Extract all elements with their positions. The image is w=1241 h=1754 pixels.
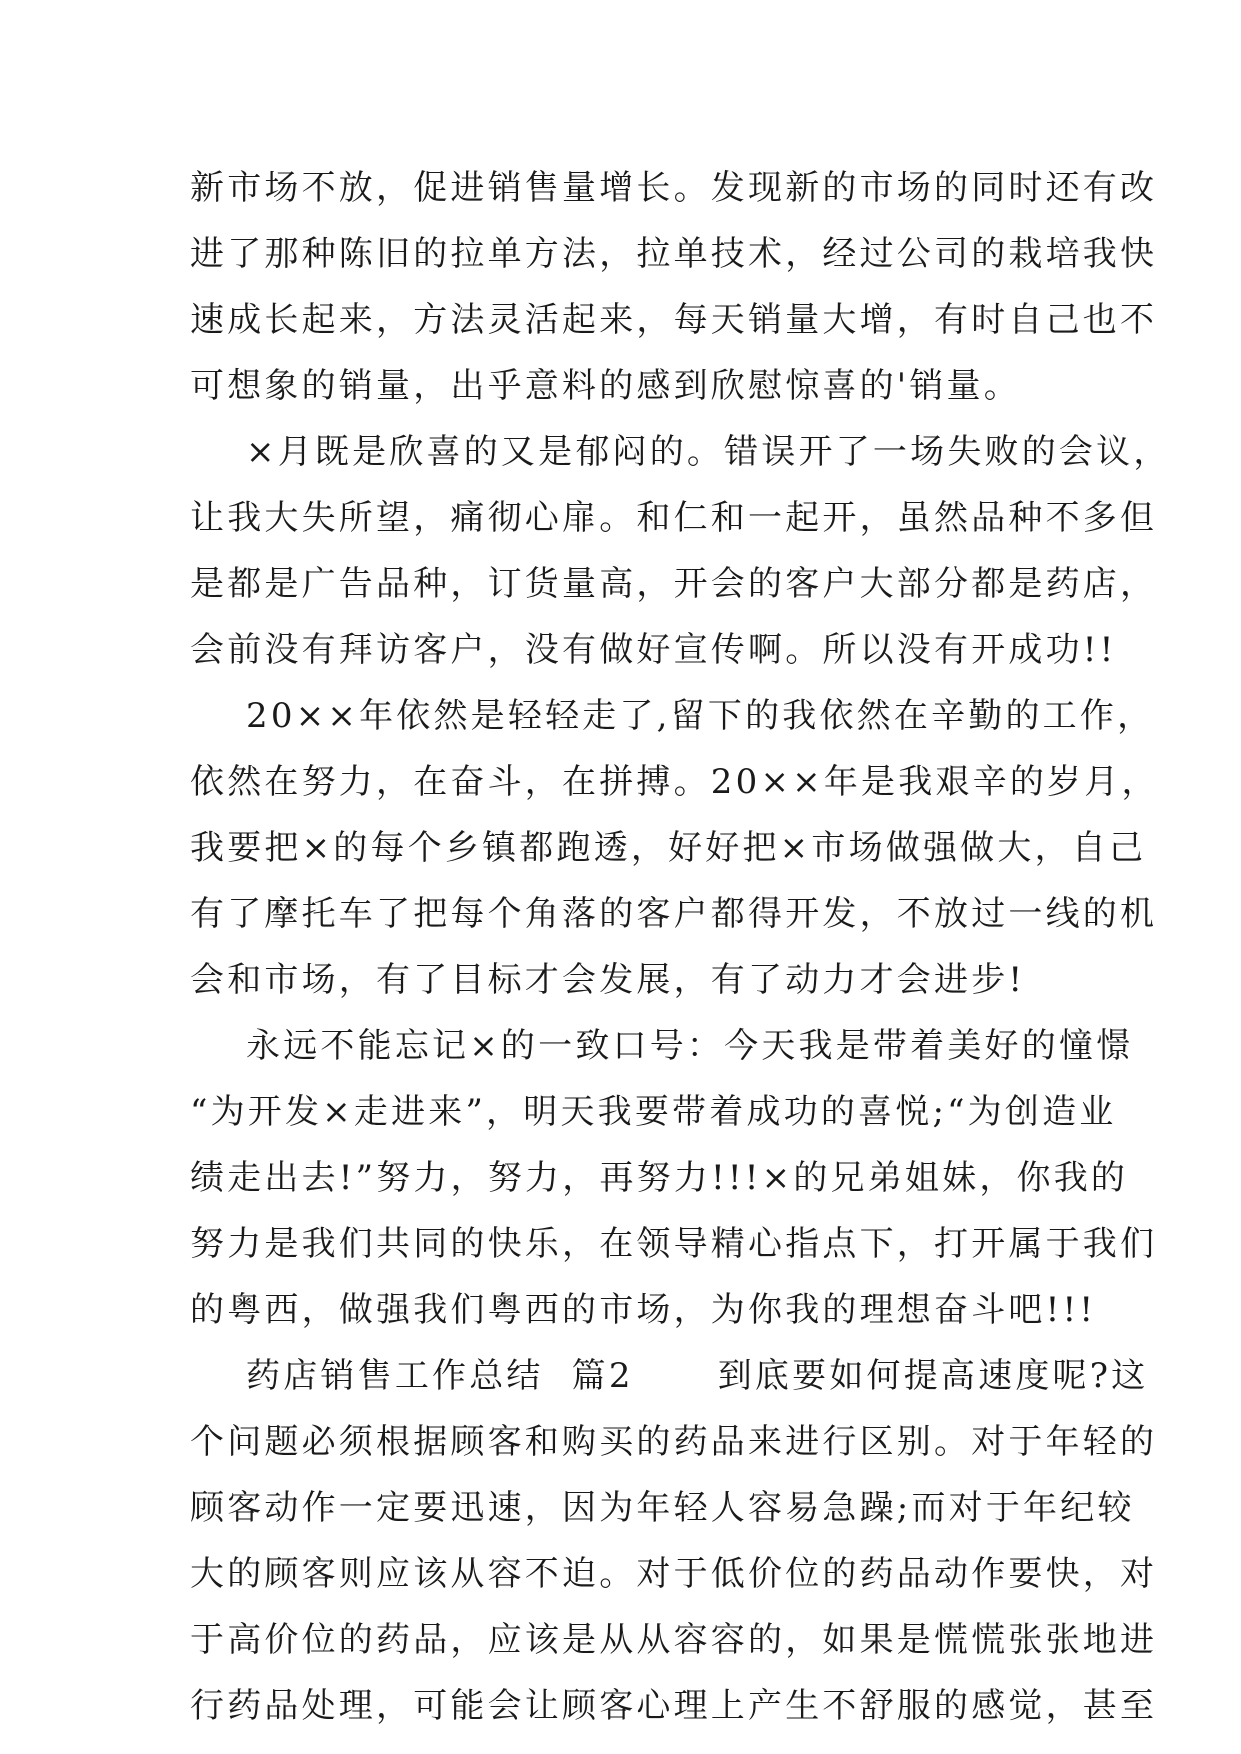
text-line: 我要把×的每个乡镇都跑透，好好把×市场做强做大，自己 [190, 828, 1147, 868]
text-line: ×月既是欣喜的又是郁闷的。错误开了一场失败的会议， [190, 432, 1171, 472]
text-line: 药店销售工作总结 篇2 到底要如何提高速度呢?这 [190, 1356, 1149, 1396]
text-line: “为开发×走进来”，明天我要带着成功的喜悦;“为创造业 [190, 1092, 1117, 1132]
text-line: 绩走出去!”努力，努力，再努力!!!×的兄弟姐妹，你我的 [190, 1158, 1129, 1198]
text-line: 个问题必须根据顾客和购买的药品来进行区别。对于年轻的 [190, 1422, 1158, 1462]
text-line: 行药品处理，可能会让顾客心理上产生不舒服的感觉，甚至 [190, 1686, 1158, 1726]
text-line: 20××年依然是轻轻走了,留下的我依然在辛勤的工作， [190, 696, 1155, 736]
text-line: 可想象的销量，出乎意料的感到欣慰惊喜的'销量。 [190, 366, 1021, 406]
text-line: 依然在努力，在奋斗，在拼搏。20××年是我艰辛的岁月， [190, 762, 1159, 802]
text-line: 速成长起来，方法灵活起来，每天销量大增，有时自己也不 [190, 300, 1158, 340]
text-line: 永远不能忘记×的一致口号：今天我是带着美好的憧憬 [190, 1026, 1134, 1066]
text-line: 进了那种陈旧的拉单方法，拉单技术，经过公司的栽培我快 [190, 234, 1158, 274]
text-line: 努力是我们共同的快乐，在领导精心指点下，打开属于我们 [190, 1224, 1158, 1264]
text-line: 顾客动作一定要迅速，因为年轻人容易急躁;而对于年纪较 [190, 1488, 1135, 1528]
text-line: 于高价位的药品，应该是从从容容的，如果是慌慌张张地进 [190, 1620, 1158, 1660]
text-line: 有了摩托车了把每个角落的客户都得开发，不放过一线的机 [190, 894, 1158, 934]
text-line: 大的顾客则应该从容不迫。对于低价位的药品动作要快，对 [190, 1554, 1158, 1594]
text-line: 让我大失所望，痛彻心扉。和仁和一起开，虽然品种不多但 [190, 498, 1158, 538]
body-text [190, 155, 1171, 1739]
text-line: 新市场不放，促进销售量增长。发现新的市场的同时还有改 [190, 168, 1158, 208]
text-line: 是都是广告品种，订货量高，开会的客户大部分都是药店， [190, 564, 1158, 604]
text-line: 会和市场，有了目标才会发展，有了动力才会进步! [190, 960, 1026, 1000]
text-line: 会前没有拜访客户，没有做好宣传啊。所以没有开成功!! [190, 630, 1117, 670]
text-line: 的粤西，做强我们粤西的市场，为你我的理想奋斗吧!!! [190, 1290, 1097, 1330]
